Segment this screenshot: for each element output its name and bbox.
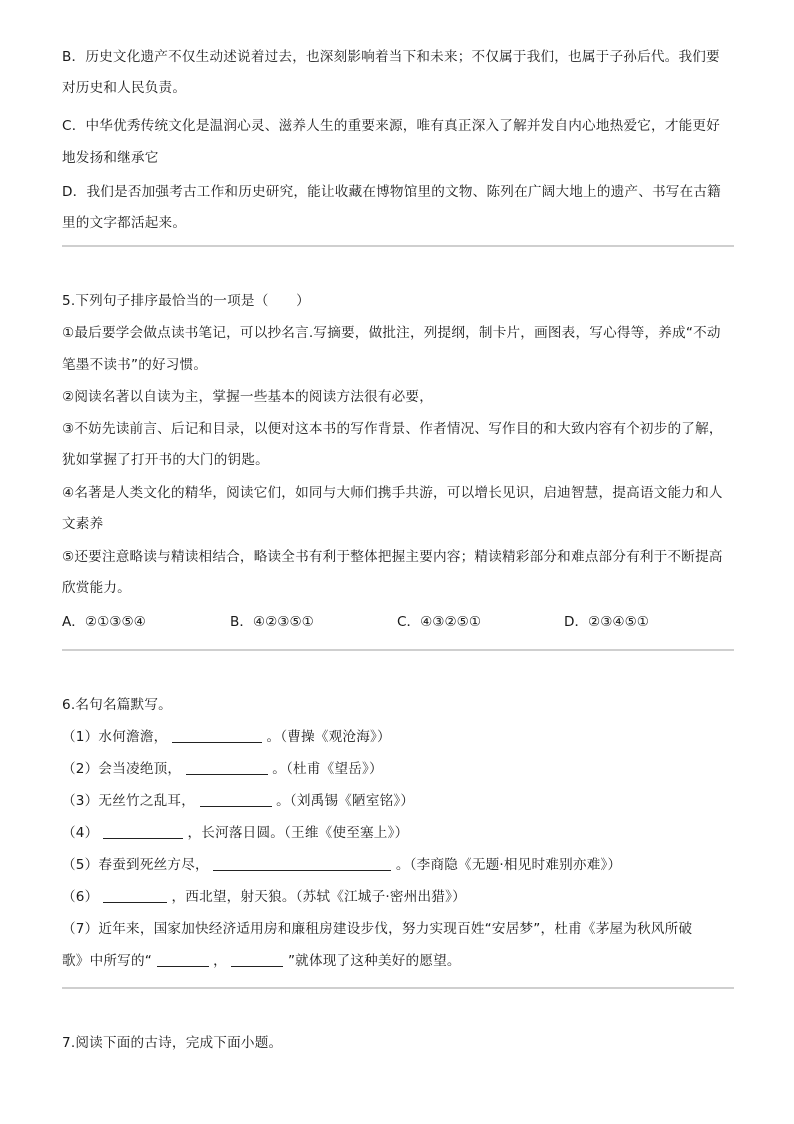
q6-item-6-prefix: （6） xyxy=(62,889,99,905)
q6-item-2-blank[interactable] xyxy=(186,760,268,775)
q7-stem: 7.阅读下面的古诗，完成下面小题。 xyxy=(62,1035,283,1051)
q4-option-d-line1: D．我们是否加强考古工作和历史研究，能让收藏在博物馆里的文物、陈列在广阔大地上的遗产、书写在古籍 xyxy=(62,184,721,200)
q6-item-4 xyxy=(62,821,408,841)
section-divider xyxy=(62,987,734,989)
q4-option-d-line2: 里的文字都活起来。 xyxy=(62,215,187,231)
q5-stem: 5.下列句子排序最恰当的一项是（ ） xyxy=(62,293,310,309)
q5-option-b[interactable]: B．④②③⑤① xyxy=(230,614,314,630)
q6-item-2 xyxy=(62,757,383,777)
q5-sentence-5-line2: 欣赏能力。 xyxy=(62,580,131,596)
q6-item-3 xyxy=(62,789,414,809)
q6-item-6-blank[interactable] xyxy=(103,888,167,903)
q6-item-5-blank[interactable] xyxy=(213,856,391,871)
q6-item-3-suffix: 。（刘禹锡《陋室铭》） xyxy=(276,793,415,809)
q5-option-d[interactable]: D．②③④⑤① xyxy=(564,614,649,630)
q6-stem: 6.名句名篇默写。 xyxy=(62,697,172,713)
q6-item-4-prefix: （4） xyxy=(62,825,99,841)
q6-item-1-prefix: （1）水何澹澹， xyxy=(62,729,168,745)
q6-item-7-blank-1[interactable] xyxy=(157,952,209,967)
q6-item-6-suffix: ，西北望，射天狼。（苏轼《江城子·密州出猎》） xyxy=(171,889,466,905)
section-divider xyxy=(62,245,734,247)
q5-sentence-3-line2: 犹如掌握了打开书的大门的钥匙。 xyxy=(62,452,269,468)
q5-sentence-4-line1: ④名著是人类文化的精华，阅读它们，如同与大师们携手共游，可以增长见识，启迪智慧，提高语文能力和人 xyxy=(62,485,723,501)
q6-item-5-suffix: 。（李商隐《无题·相见时难别亦难》） xyxy=(395,857,622,873)
q6-item-1-blank[interactable] xyxy=(172,728,262,743)
q6-item-3-blank[interactable] xyxy=(200,792,272,807)
q6-item-4-suffix: ，长河落日圆。（王维《使至塞上》） xyxy=(187,825,409,841)
q6-item-7-blank-2[interactable] xyxy=(231,952,283,967)
q5-sentence-1-line1: ①最后要学会做点读书笔记，可以抄名言.写摘要，做批注，列提纲，制卡片，画图表，写心得等，养成“不动 xyxy=(62,325,721,341)
q5-sentence-2: ②阅读名著以自读为主，掌握一些基本的阅读方法很有必要， xyxy=(62,389,434,405)
q6-item-5 xyxy=(62,853,621,873)
q4-option-b-line2: 对历史和人民负责。 xyxy=(62,80,187,96)
q6-item-6 xyxy=(62,885,466,905)
q5-sentence-3-line1: ③不妨先读前言、后记和目录，以便对这本书的写作背景、作者情况、写作目的和大致内容有个初步的了解， xyxy=(62,421,723,437)
q6-item-1 xyxy=(62,725,391,745)
q6-item-1-suffix: 。（曹操《观沧海》） xyxy=(266,729,391,745)
q4-option-c-line2: 地发扬和继承它 xyxy=(62,150,159,166)
q4-option-c-line1: C．中华优秀传统文化是温润心灵、滋养人生的重要来源，唯有真正深入了解并发自内心地热爱它，才能更好 xyxy=(62,118,720,134)
q5-option-a[interactable]: A．②①③⑤④ xyxy=(62,614,146,630)
q6-item-7-separator: ， xyxy=(213,953,227,969)
q6-item-4-blank[interactable] xyxy=(103,824,183,839)
q6-item-7-line1: （7）近年来，国家加快经济适用房和廉租房建设步伐，努力实现百姓“安居梦”，杜甫《茅屋为秋风所破 xyxy=(62,921,693,937)
section-divider xyxy=(62,649,734,651)
q6-item-5-prefix: （5）春蚕到死丝方尽， xyxy=(62,857,209,873)
q6-item-7-prefix: 歌》中所写的“ xyxy=(62,953,153,969)
q5-sentence-4-line2: 文素养 xyxy=(62,516,104,532)
q6-item-3-prefix: （3）无丝竹之乱耳， xyxy=(62,793,195,809)
q6-item-2-suffix: 。（杜甫《望岳》） xyxy=(272,761,383,777)
q5-option-c[interactable]: C．④③②⑤① xyxy=(397,614,482,630)
q5-sentence-5-line1: ⑤还要注意略读与精读相结合，略读全书有利于整体把握主要内容；精读精彩部分和难点部分有利于不断提高 xyxy=(62,549,723,565)
q5-sentence-1-line2: 笔墨不读书”的好习惯。 xyxy=(62,357,208,373)
q4-option-b-line1: B．历史文化遗产不仅生动述说着过去，也深刻影响着当下和未来；不仅属于我们，也属于子孙后代。我们要 xyxy=(62,49,720,65)
q6-item-2-prefix: （2）会当凌绝顶， xyxy=(62,761,182,777)
q6-item-7-suffix: ”就体现了这种美好的愿望。 xyxy=(287,953,461,969)
q6-item-7-line2 xyxy=(62,949,461,969)
